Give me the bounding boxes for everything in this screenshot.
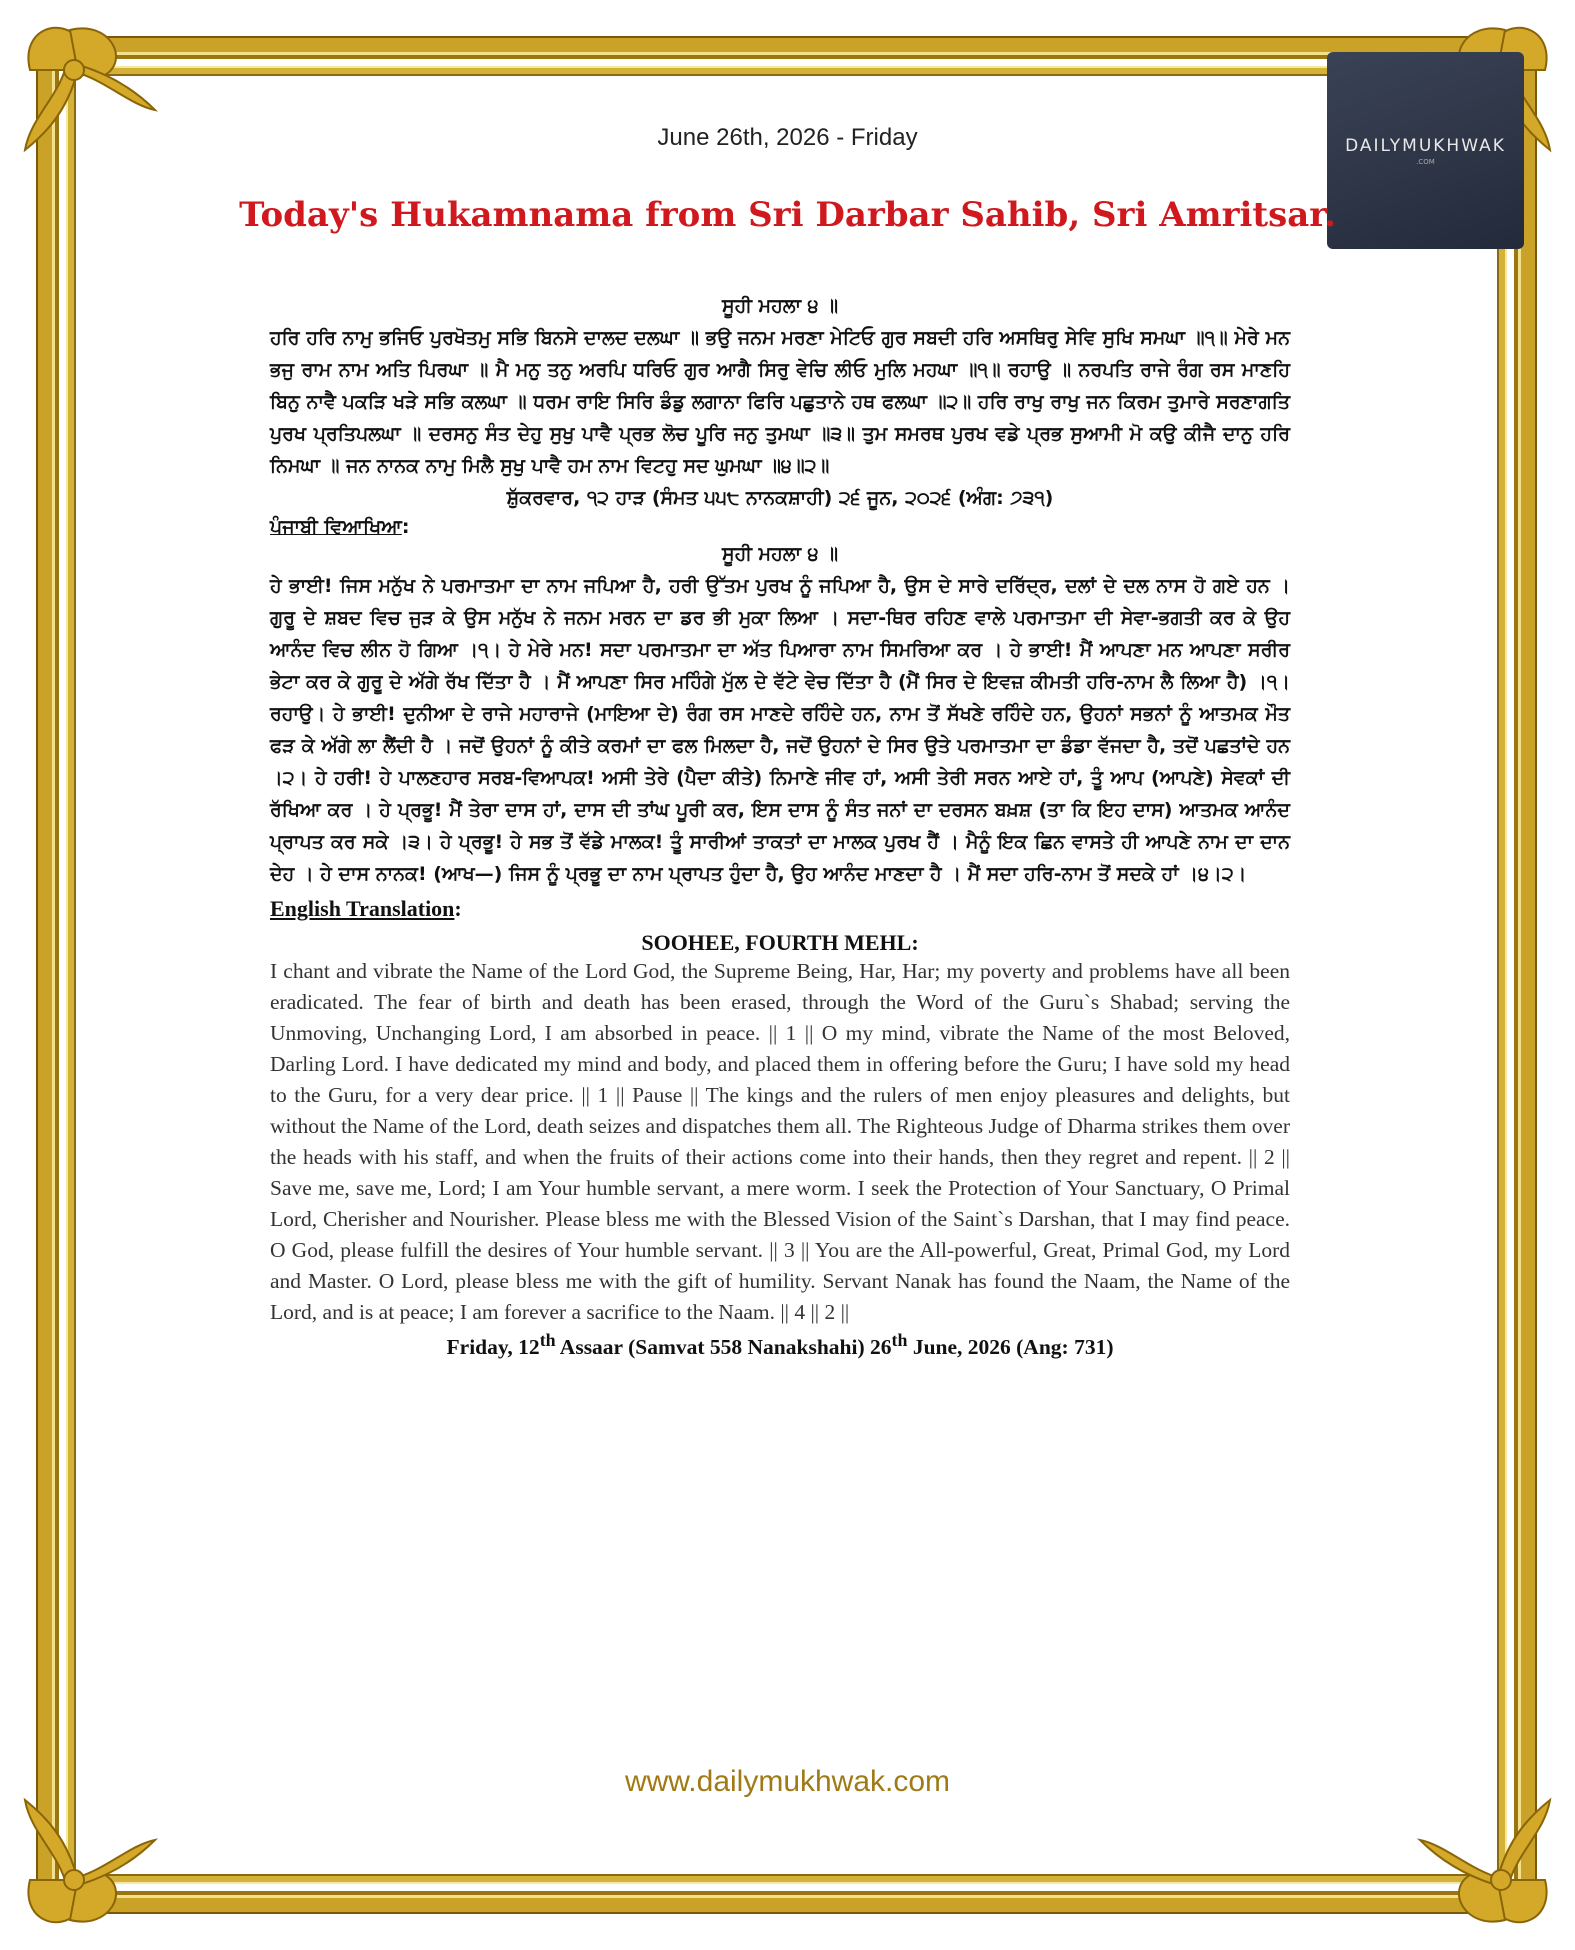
gurbani-date-line: ਸ਼ੁੱਕਰਵਾਰ, ੧੨ ਹਾੜ (ਸੰਮਤ ੫੫੮ ਨਾਨਕਸ਼ਾਹੀ) ੨੬ ਜੂਨ, ੨੦੨੬ (ਅੰਗ: ੭੩੧) [506, 487, 1054, 509]
gurbani-heading: ਸੂਹੀ ਮਹਲਾ ੪ ॥ [721, 295, 839, 317]
gurbani-text: ਹਰਿ ਹਰਿ ਨਾਮੁ ਭਜਿਓ ਪੁਰਖੋਤਮੁ ਸਭਿ ਬਿਨਸੇ ਦਾਲਦ ਦਲਘਾ ॥ ਭਉ ਜਨਮ ਮਰਣਾ ਮੇਟਿਓ ਗੁਰ ਸਬਦੀ ਹਰਿ ਅਸਥਿਰੁ ਸੇਵਿ ਸੁਖਿ ਸਮਘਾ ॥੧॥ ਮੇਰੇ ਮਨ ਭਜੁ ਰਾਮ ਨਾਮ ਅਤਿ ਪਿਰਘਾ ॥ ਮੈ ਮਨੁ ਤਨੁ ਅਰਪਿ ਧਰਿਓ ਗੁਰ ਆਗੈ ਸਿਰੁ ਵੇਚਿ ਲੀਓ ਮੁਲਿ ਮਹਘਾ ॥੧॥ ਰਹਾਉ ॥ ਨਰਪਤਿ ਰਾਜੇ ਰੰਗ ਰਸ ਮਾਣਹਿ ਬਿਨੁ ਨਾਵੈ ਪਕੜਿ ਖੜੇ ਸਭਿ ਕਲਘਾ ॥ ਧਰਮ ਰਾਇ ਸਿਰਿ ਡੰਡੁ ਲਗਾਨਾ ਫਿਰਿ ਪਛੁਤਾਨੇ ਹਥ ਫਲਘਾ ॥੨॥ ਹਰਿ ਰਾਖੁ ਰਾਖੁ ਜਨ ਕਿਰਮ ਤੁਮਾਰੇ ਸਰਣਾਗਤਿ ਪੁਰਖ ਪ੍ਰਤਿਪਲਘਾ ॥ ਦਰਸਨੁ ਸੰਤ ਦੇਹੁ ਸੁਖੁ ਪਾਵੈ ਪ੍ਰਭ ਲੋਚ ਪੂਰਿ ਜਨੁ ਤੁਮਘਾ ॥੩॥ ਤੁਮ ਸਮਰਥ ਪੁਰਖ ਵਡੇ ਪ੍ਰਭ ਸੁਆਮੀ ਮੋ ਕਉ ਕੀਜੈ ਦਾਨੁ ਹਰਿ ਨਿਮਘਾ ॥ ਜਨ ਨਾਨਕ ਨਾਮੁ ਮਿਲੈ ਸੁਖੁ ਪਾਵੈ ਹਮ ਨਾਮ ਵਿਟਹੁ ਸਦ ਘੁਮਘਾ ॥੪॥੨॥ [270, 327, 1290, 477]
corner-bow-ornament [10, 10, 180, 180]
punjabi-section-label [270, 516, 1290, 538]
english-section-label [270, 896, 1290, 922]
page-title: Today's Hukamnama from Sri Darbar Sahib, Sri Amritsar. [239, 195, 1336, 235]
punjabi-label-colon: : [401, 516, 410, 538]
footer-sup: th [891, 1330, 908, 1350]
punjabi-heading: ਸੂਹੀ ਮਹਲਾ ੪ ॥ [721, 543, 839, 565]
footer-sup: th [539, 1330, 556, 1350]
logo-subtext: .COM [1416, 157, 1435, 166]
footer-part: Friday, 12 [446, 1335, 540, 1360]
footer-part: Assaar (Samvat 558 Nanakshahi) 26 [555, 1335, 892, 1360]
english-date-line [270, 1330, 1290, 1360]
logo-text: DAILYMUKHWAK [1345, 135, 1506, 156]
footer-part: June, 2026 (Ang: 731) [907, 1335, 1114, 1360]
website-link[interactable]: www.dailymukhwak.com [624, 1765, 951, 1798]
english-label-colon: : [454, 896, 462, 921]
date-line: June 26th, 2026 - Friday [657, 124, 918, 151]
english-text: I chant and vibrate the Name of the Lord God, the Supreme Being, Har, Har; my poverty and problems have all been eradicated. The fear of birth and death has been erased, through the Word of the Guru`s Shabad; serving the Unmoving, Unchanging Lord, I am absorbed in peace. || 1 || O my mind, vibrate the Name of the most Beloved, Darling Lord. I have dedicated my mind and body, and placed them in offering before the Guru; I have sold my head to the Guru, for a very dear price. || 1 || Pause || The kings and the rulers of men enjoy pleasures and delights, but without the Name of the Lord, death seizes and dispatches them all. The Righteous Judge of Dharma strikes them over the heads with his staff, and when the fruits of their actions come into their hands, then they regret and repent. || 2 || Save me, save me, Lord; I am Your humble servant, a mere worm. I seek the Protection of Your Sanctuary, O Primal Lord, Cherisher and Nourisher. Please bless me with the Blessed Vision of the Saint`s Darshan, that I may find peace. O God, please fulfill the desires of Your humble servant. || 3 || You are the All-powerful, Great, Primal God, my Lord and Master. O Lord, please bless me with the gift of humility. Servant Nanak has found the Naam, the Name of the Lord, and is at peace; I am forever a sacrifice to the Naam. || 4 || 2 || [270, 959, 1290, 1324]
english-label-text: English Translation [270, 896, 455, 921]
english-heading: SOOHEE, FOURTH MEHL: [641, 930, 919, 955]
hukamnama-content [270, 290, 1290, 1360]
punjabi-text: ਹੇ ਭਾਈ! ਜਿਸ ਮਨੁੱਖ ਨੇ ਪਰਮਾਤਮਾ ਦਾ ਨਾਮ ਜਪਿਆ ਹੈ, ਹਰੀ ਉੱਤਮ ਪੁਰਖ ਨੂੰ ਜਪਿਆ ਹੈ, ਉਸ ਦੇ ਸਾਰੇ ਦਰਿੱਦ੍ਰ, ਦਲਾਂ ਦੇ ਦਲ ਨਾਸ ਹੋ ਗਏ ਹਨ । ਗੁਰੂ ਦੇ ਸ਼ਬਦ ਵਿਚ ਜੁੜ ਕੇ ਉਸ ਮਨੁੱਖ ਨੇ ਜਨਮ ਮਰਨ ਦਾ ਡਰ ਭੀ ਮੁਕਾ ਲਿਆ । ਸਦਾ-ਥਿਰ ਰਹਿਣ ਵਾਲੇ ਪਰਮਾਤਮਾ ਦੀ ਸੇਵਾ-ਭਗਤੀ ਕਰ ਕੇ ਉਹ ਆਨੰਦ ਵਿਚ ਲੀਨ ਹੋ ਗਿਆ ।੧। ਹੇ ਮੇਰੇ ਮਨ! ਸਦਾ ਪਰਮਾਤਮਾ ਦਾ ਅੱਤ ਪਿਆਰਾ ਨਾਮ ਸਿਮਰਿਆ ਕਰ । ਹੇ ਭਾਈ! ਮੈਂ ਆਪਣਾ ਮਨ ਆਪਣਾ ਸਰੀਰ ਭੇਟਾ ਕਰ ਕੇ ਗੁਰੂ ਦੇ ਅੱਗੇ ਰੱਖ ਦਿੱਤਾ ਹੈ । ਮੈਂ ਆਪਣਾ ਸਿਰ ਮਹਿੰਗੇ ਮੁੱਲ ਦੇ ਵੱਟੇ ਵੇਚ ਦਿੱਤਾ ਹੈ (ਮੈਂ ਸਿਰ ਦੇ ਇਵਜ਼ ਕੀਮਤੀ ਹਰਿ-ਨਾਮ ਲੈ ਲਿਆ ਹੈ) ।੧।ਰਹਾਉ। ਹੇ ਭਾਈ! ਦੁਨੀਆ ਦੇ ਰਾਜੇ ਮਹਾਰਾਜੇ (ਮਾਇਆ ਦੇ) ਰੰਗ ਰਸ ਮਾਣਦੇ ਰਹਿੰਦੇ ਹਨ, ਨਾਮ ਤੋਂ ਸੱਖਣੇ ਰਹਿੰਦੇ ਹਨ, ਉਹਨਾਂ ਸਭਨਾਂ ਨੂੰ ਆਤਮਕ ਮੌਤ ਫੜ ਕੇ ਅੱਗੇ ਲਾ ਲੈਂਦੀ ਹੈ । ਜਦੋਂ ਉਹਨਾਂ ਨੂੰ ਕੀਤੇ ਕਰਮਾਂ ਦਾ ਫਲ ਮਿਲਦਾ ਹੈ, ਜਦੋਂ ਉਹਨਾਂ ਦੇ ਸਿਰ ਉਤੇ ਪਰਮਾਤਮਾ ਦਾ ਡੰਡਾ ਵੱਜਦਾ ਹੈ, ਤਦੋਂ ਪਛਤਾਂਦੇ ਹਨ ।੨। ਹੇ ਹਰੀ! ਹੇ ਪਾਲਣਹਾਰ ਸਰਬ-ਵਿਆਪਕ! ਅਸੀ ਤੇਰੇ (ਪੈਦਾ ਕੀਤੇ) ਨਿਮਾਣੇ ਜੀਵ ਹਾਂ, ਅਸੀ ਤੇਰੀ ਸਰਨ ਆਏ ਹਾਂ, ਤੂੰ ਆਪ (ਆਪਣੇ) ਸੇਵਕਾਂ ਦੀ ਰੱਖਿਆ ਕਰ । ਹੇ ਪ੍ਰਭੂ! ਮੈਂ ਤੇਰਾ ਦਾਸ ਹਾਂ, ਦਾਸ ਦੀ ਤਾਂਘ ਪੂਰੀ ਕਰ, ਇਸ ਦਾਸ ਨੂੰ ਸੰਤ ਜਨਾਂ ਦਾ ਦਰਸਨ ਬਖ਼ਸ਼ (ਤਾ ਕਿ ਇਹ ਦਾਸ) ਆਤਮਕ ਆਨੰਦ ਪ੍ਰਾਪਤ ਕਰ ਸਕੇ ।੩। ਹੇ ਪ੍ਰਭੂ! ਹੇ ਸਭ ਤੋਂ ਵੱਡੇ ਮਾਲਕ! ਤੂੰ ਸਾਰੀਆਂ ਤਾਕਤਾਂ ਦਾ ਮਾਲਕ ਪੁਰਖ ਹੈਂ । ਮੈਨੂੰ ਇਕ ਛਿਨ ਵਾਸਤੇ ਹੀ ਆਪਣੇ ਨਾਮ ਦਾ ਦਾਨ ਦੇਹ । ਹੇ ਦਾਸ ਨਾਨਕ! (ਆਖ—) ਜਿਸ ਨੂੰ ਪ੍ਰਭੂ ਦਾ ਨਾਮ ਪ੍ਰਾਪਤ ਹੁੰਦਾ ਹੈ, ਉਹ ਆਨੰਦ ਮਾਣਦਾ ਹੈ । ਮੈਂ ਸਦਾ ਹਰਿ-ਨਾਮ ਤੋਂ ਸਦਕੇ ਹਾਂ ।੪।੨। [270, 575, 1290, 885]
punjabi-label-text: ਪੰਜਾਬੀ ਵਿਆਖਿਆ [270, 516, 402, 538]
